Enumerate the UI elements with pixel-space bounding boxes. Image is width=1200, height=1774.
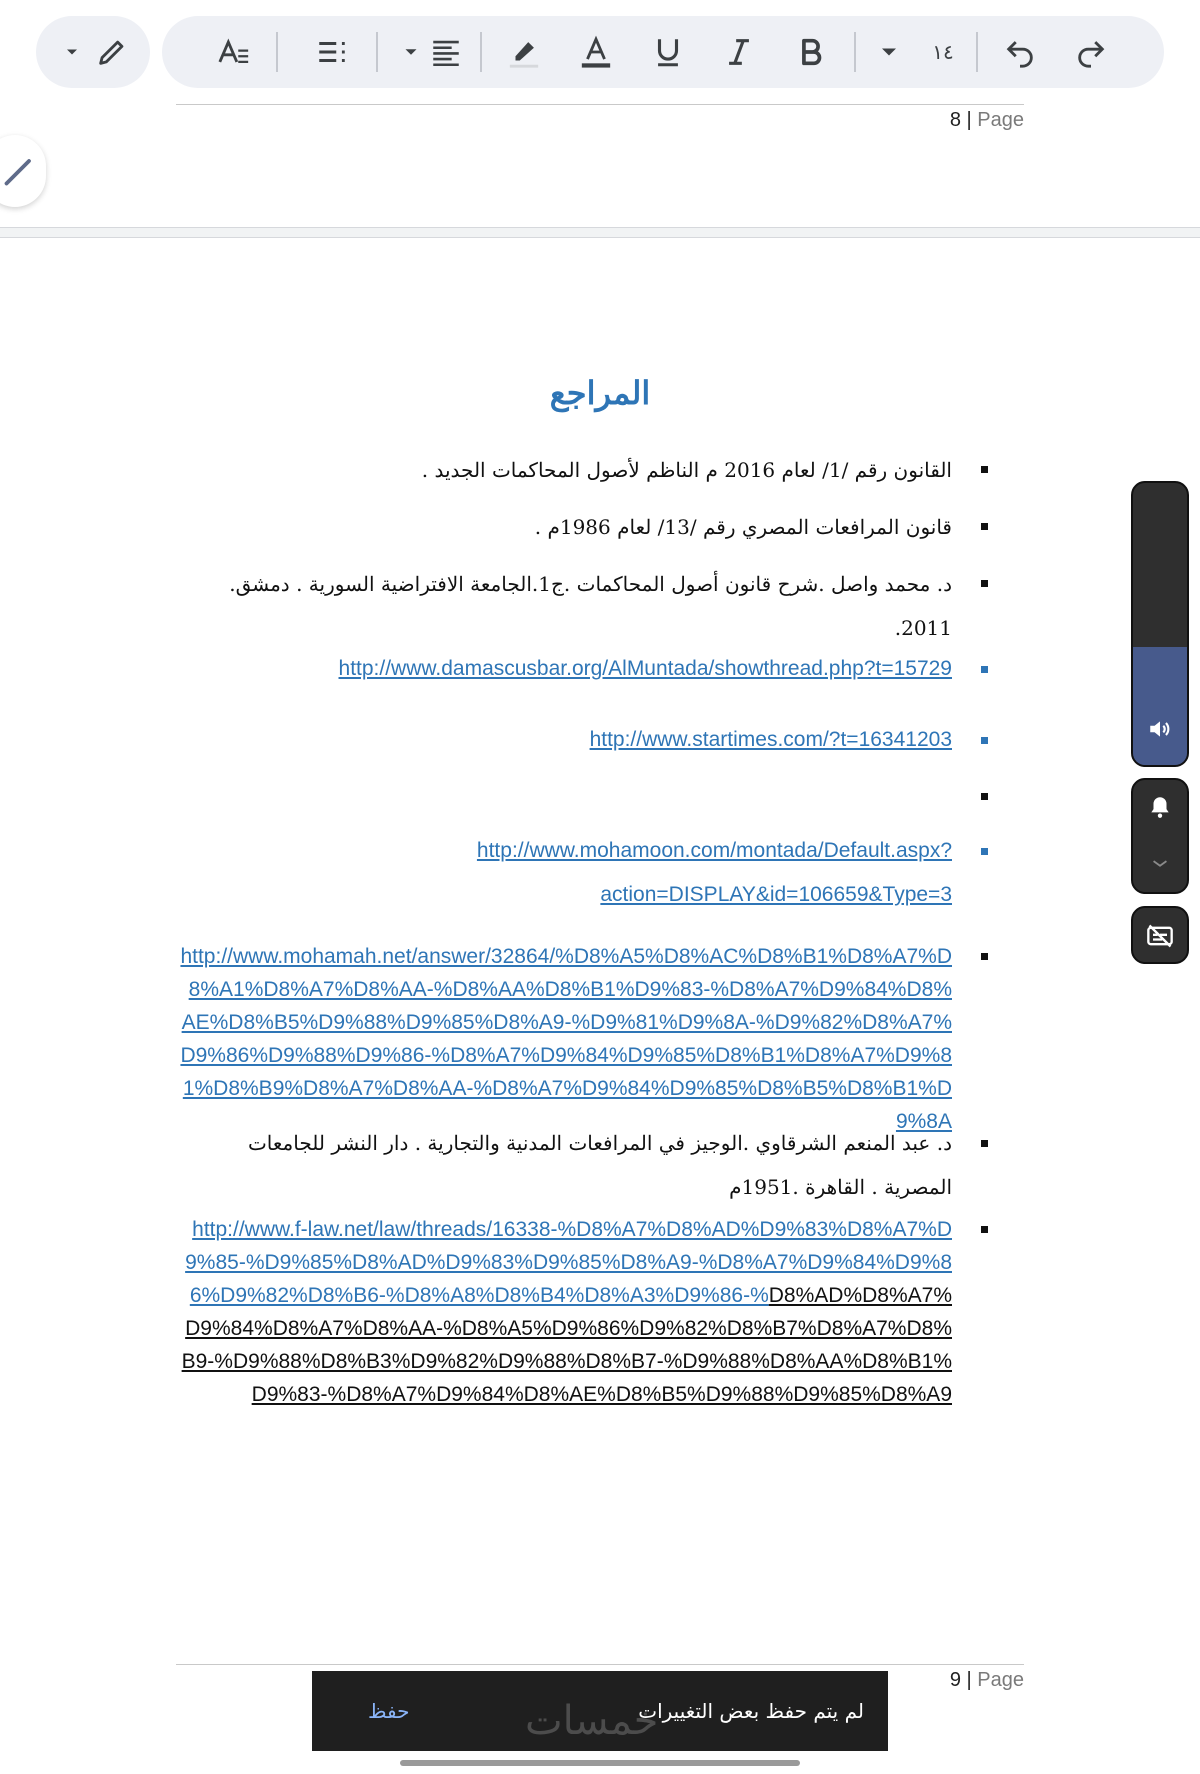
list-bullet xyxy=(981,466,988,473)
redo-button[interactable] xyxy=(1063,16,1119,88)
editor-toolbar xyxy=(0,0,1200,95)
captions-control[interactable] xyxy=(1131,906,1189,964)
captions-off-icon xyxy=(1146,922,1174,950)
toolbar-divider xyxy=(976,32,978,72)
highlight-icon xyxy=(507,35,541,69)
footer-line xyxy=(176,104,1024,105)
font-size-dropdown[interactable] xyxy=(875,16,903,88)
underline-button[interactable] xyxy=(640,16,696,88)
list-bullet xyxy=(981,793,988,800)
home-indicator[interactable] xyxy=(400,1760,800,1766)
edit-mode-dropdown[interactable] xyxy=(62,16,82,88)
toolbar-divider xyxy=(854,32,856,72)
highlight-button[interactable] xyxy=(496,16,552,88)
expand-button[interactable] xyxy=(1133,852,1187,879)
align-button[interactable] xyxy=(418,16,474,88)
list-button[interactable] xyxy=(304,16,360,88)
unsaved-snackbar xyxy=(312,1671,888,1751)
chevron-down-icon xyxy=(62,35,82,69)
footer-line xyxy=(176,1664,1024,1665)
reference-link[interactable]: http://www.startimes.com/?t=16341203 xyxy=(589,728,952,751)
volume-button[interactable] xyxy=(1133,716,1187,747)
list-bullet xyxy=(981,580,988,587)
page-number xyxy=(950,1669,1024,1692)
pen-button[interactable] xyxy=(84,16,140,88)
page-number-value: 9 xyxy=(949,1669,961,1691)
text-style-button[interactable] xyxy=(206,16,262,88)
reference-link-continued[interactable]: D8%AD%D8%A7%D9%84%D8%A7%D8%AA-%D8%A5%D9%86%D9%82%D8%B7%D8%A7%D8%B9-%D9%88%D8%B3%D9%82%D9%88%D8%B7-%D9%88%D8%AA%D8%B1%D9%83-%D8%A7%D9%84%D8%AE%D8%B5%D9%88%D9%85%D8%A9 xyxy=(181,1284,952,1406)
bold-icon xyxy=(794,35,828,69)
reference-link[interactable]: http://www.mohamoon.com/montada/Default.aspx?action=DISPLAY&id=106659&Type=3 xyxy=(476,839,952,906)
reference-item: د. محمد واصل .شرح قانون أصول المحاكمات .ج1.الجامعة الافتراضية السورية . دمشق. 2011. xyxy=(229,572,952,640)
chevron-down-icon xyxy=(1149,852,1171,874)
redo-icon xyxy=(1074,35,1108,69)
document-title: المراجع xyxy=(549,374,651,412)
text-color-button[interactable] xyxy=(568,16,624,88)
toolbar-divider xyxy=(480,32,482,72)
align-icon xyxy=(429,35,463,69)
chevron-down-icon xyxy=(875,35,903,69)
page-number-value: 8 xyxy=(949,109,961,131)
toolbar-divider xyxy=(276,32,278,72)
bell-button[interactable] xyxy=(1133,794,1187,825)
bell-icon xyxy=(1147,794,1173,820)
list-bullet xyxy=(981,848,988,855)
previous-page xyxy=(0,95,1200,228)
page-separator: | xyxy=(966,109,972,131)
reference-item: قانون المرافعات المصري رقم /13/ لعام 1986م . xyxy=(534,515,952,539)
list-icon xyxy=(315,35,349,69)
undo-button[interactable] xyxy=(992,16,1048,88)
font-size-label: ١٤ xyxy=(932,40,954,64)
watermark: خمسات xyxy=(525,1698,659,1744)
underline-icon xyxy=(651,35,685,69)
text-color-icon xyxy=(579,35,613,69)
page-label: Page xyxy=(977,1669,1024,1691)
reference-item xyxy=(176,1213,952,1411)
undo-icon xyxy=(1003,35,1037,69)
list-bullet xyxy=(981,523,988,530)
pen-icon xyxy=(95,35,129,69)
snackbar-message: لم يتم حفظ بعض التغييرات xyxy=(638,1699,864,1723)
pen-icon xyxy=(4,156,34,186)
reference-item xyxy=(176,829,952,917)
speaker-icon xyxy=(1147,716,1173,742)
reference-item: القانون رقم /1/ لعام 2016 م الناظم لأصول المحاكمات الجديد . xyxy=(421,458,952,482)
bold-button[interactable] xyxy=(783,16,839,88)
list-bullet xyxy=(981,1226,988,1233)
page-number xyxy=(950,109,1024,132)
font-size-value[interactable] xyxy=(915,16,971,88)
reference-item xyxy=(176,718,952,762)
italic-button[interactable] xyxy=(711,16,767,88)
text-style-icon xyxy=(217,35,251,69)
toolbar-divider xyxy=(376,32,378,72)
reference-item xyxy=(176,940,952,1138)
list-bullet xyxy=(981,666,988,673)
volume-slider[interactable] xyxy=(1131,481,1189,767)
reference-item xyxy=(176,647,952,691)
reference-item: د. عبد المنعم الشرقاوي .الوجيز في المرافعات المدنية والتجارية . دار النشر للجامعات المصرية . القاهرة .1951م xyxy=(247,1131,952,1199)
reference-link[interactable]: http://www.f-law.net/law/threads/16338-%D8%A7%D8%AD%D9%83%D8%A7%D9%85-%D9%85%D8%AD%D9%83%D9%85%D8%A9-%D8%A7%D9%84%D9%86%D9%82%D8%B6-%D8%A8%D8%B4%D8%A3%D9%86-% xyxy=(185,1218,952,1307)
list-bullet xyxy=(981,737,988,744)
reference-link[interactable]: http://www.damascusbar.org/AlMuntada/showthread.php?t=15729 xyxy=(338,657,952,680)
volume-level xyxy=(1133,647,1187,765)
page-separator: | xyxy=(966,1669,972,1691)
italic-icon xyxy=(722,35,756,69)
list-bullet xyxy=(981,1140,988,1147)
page-label: Page xyxy=(977,109,1024,131)
captions-button[interactable] xyxy=(1133,922,1187,955)
ringer-control[interactable] xyxy=(1131,778,1189,894)
list-bullet xyxy=(981,953,988,960)
reference-link[interactable]: http://www.mohamah.net/answer/32864/%D8%A5%D8%AC%D8%B1%D8%A7%D8%A1%D8%A7%D8%AA-%D8%AA%D8%B1%D9%83-%D8%A7%D9%84%D8%AE%D8%B5%D9%88%D9%85%D8%A9-%D9%81%D9%8A-%D9%82%D8%A7%D9%86%D9%88%D9%86-%D8%A7%D9%84%D9%85%D8%B1%D8%A7%D9%81%D8%B9%D8%A7%D8%AA-%D8%A7%D9%84%D9%85%D8%B5%D8%B1%D9%8A xyxy=(180,945,952,1133)
save-button[interactable]: حفظ xyxy=(368,1699,410,1723)
